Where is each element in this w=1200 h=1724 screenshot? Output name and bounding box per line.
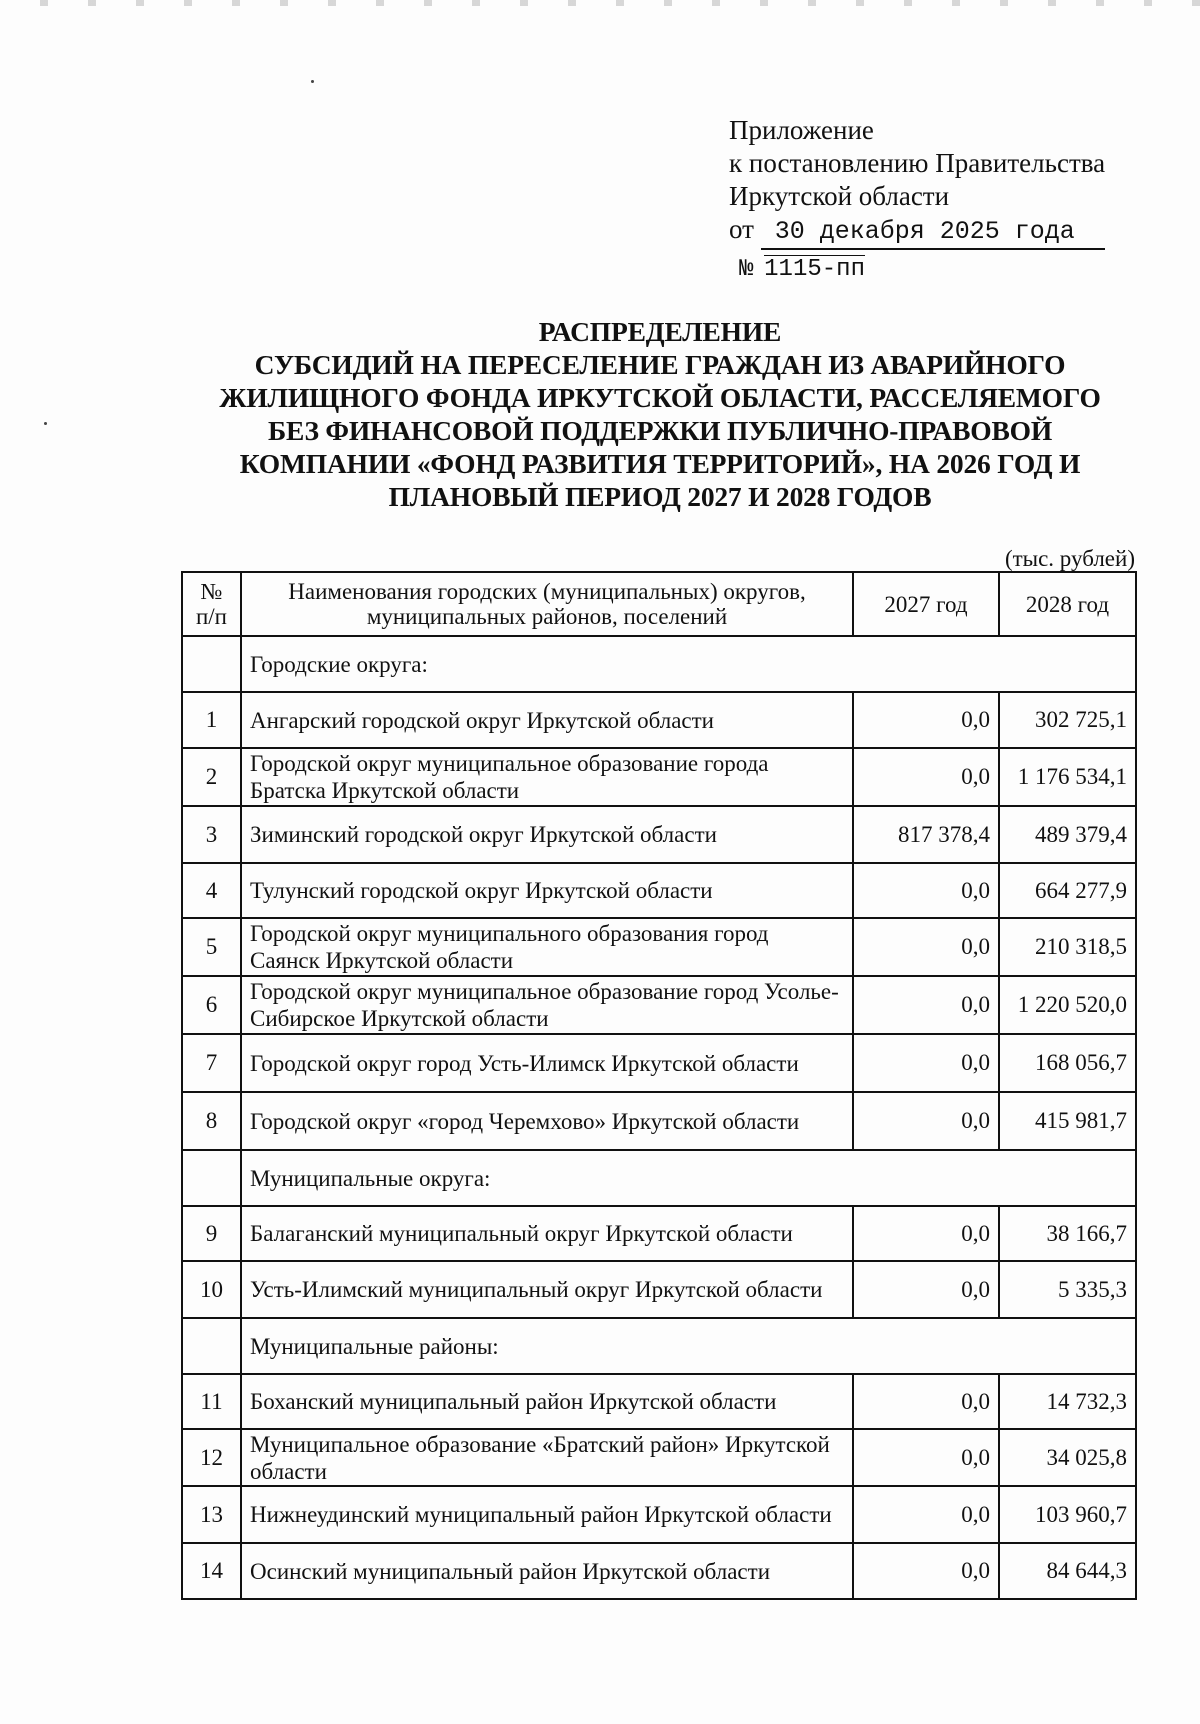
row-number: 12 bbox=[182, 1429, 241, 1486]
row-number: 9 bbox=[182, 1206, 241, 1261]
scan-speck bbox=[311, 80, 314, 83]
table-row bbox=[182, 1374, 1136, 1429]
row-name: Боханский муниципальный район Иркутской области bbox=[241, 1374, 853, 1429]
header-name-line2: муниципальных районов, поселений bbox=[366, 604, 728, 629]
header-2028: 2028 год bbox=[999, 572, 1136, 636]
table-row bbox=[182, 918, 1136, 976]
table-row bbox=[182, 1092, 1136, 1150]
row-value-2027: 817 378,4 bbox=[853, 806, 999, 863]
row-value-2027: 0,0 bbox=[853, 692, 999, 748]
appendix-title: Приложение bbox=[729, 115, 874, 145]
row-value-2028: 84 644,3 bbox=[999, 1543, 1136, 1599]
table-row bbox=[182, 1034, 1136, 1092]
group-label-mun-okrugs: Муниципальные округа: bbox=[241, 1150, 1136, 1206]
row-value-2027: 0,0 bbox=[853, 1206, 999, 1261]
table-row bbox=[182, 1261, 1136, 1318]
row-value-2027: 0,0 bbox=[853, 1092, 999, 1150]
row-name: Тулунский городской округ Иркутской области bbox=[241, 863, 853, 918]
row-name: Муниципальное образование «Братский район» Иркутской области bbox=[241, 1429, 853, 1486]
row-number: 8 bbox=[182, 1092, 241, 1150]
row-value-2027: 0,0 bbox=[853, 1261, 999, 1318]
row-name: Зиминский городской округ Иркутской области bbox=[241, 806, 853, 863]
table-row bbox=[182, 863, 1136, 918]
row-name: Городской округ муниципального образования город Саянск Иркутской области bbox=[241, 918, 853, 976]
header-num-line2: п/п bbox=[195, 604, 227, 629]
table-row bbox=[182, 1429, 1136, 1486]
scan-artifact-top bbox=[0, 0, 1200, 6]
appendix-number-line bbox=[729, 250, 1149, 286]
row-name: Городской округ муниципальное образование города Братска Иркутской области bbox=[241, 748, 853, 806]
row-value-2028: 1 220 520,0 bbox=[999, 976, 1136, 1034]
row-value-2027: 0,0 bbox=[853, 1374, 999, 1429]
row-value-2028: 38 166,7 bbox=[999, 1206, 1136, 1261]
title-line: РАСПРЕДЕЛЕНИЕ bbox=[538, 316, 782, 347]
group-row bbox=[182, 636, 1136, 692]
header-num bbox=[182, 572, 241, 636]
row-value-2028: 1 176 534,1 bbox=[999, 748, 1136, 806]
header-name bbox=[241, 572, 853, 636]
units-label: (тыс. рублей) bbox=[1004, 546, 1135, 571]
row-number: 4 bbox=[182, 863, 241, 918]
group-row bbox=[182, 1318, 1136, 1374]
row-value-2028: 103 960,7 bbox=[999, 1486, 1136, 1543]
row-name: Нижнеудинский муниципальный район Иркутской области bbox=[241, 1486, 853, 1543]
appendix-date-line bbox=[729, 213, 1149, 250]
row-value-2027: 0,0 bbox=[853, 976, 999, 1034]
row-number: 5 bbox=[182, 918, 241, 976]
table-row bbox=[182, 976, 1136, 1034]
row-value-2028: 168 056,7 bbox=[999, 1034, 1136, 1092]
number-value: 1115-пп bbox=[764, 256, 865, 283]
row-value-2028: 5 335,3 bbox=[999, 1261, 1136, 1318]
row-number: 7 bbox=[182, 1034, 241, 1092]
table-header-row bbox=[182, 572, 1136, 636]
row-name: Городской округ город Усть-Илимск Иркутской области bbox=[241, 1034, 853, 1092]
row-value-2027: 0,0 bbox=[853, 1543, 999, 1599]
row-value-2027: 0,0 bbox=[853, 748, 999, 806]
row-name: Балаганский муниципальный округ Иркутской области bbox=[241, 1206, 853, 1261]
table-row bbox=[182, 1486, 1136, 1543]
row-value-2028: 664 277,9 bbox=[999, 863, 1136, 918]
row-value-2027: 0,0 bbox=[853, 1034, 999, 1092]
date-prefix: от bbox=[729, 214, 754, 244]
row-number: 10 bbox=[182, 1261, 241, 1318]
group-label-city-okrugs: Городские округа: bbox=[241, 636, 1136, 692]
row-value-2028: 302 725,1 bbox=[999, 692, 1136, 748]
row-value-2028: 14 732,3 bbox=[999, 1374, 1136, 1429]
appendix-decree-ref: к постановлению Правительства bbox=[729, 148, 1106, 178]
scan-speck bbox=[44, 422, 47, 425]
table-row bbox=[182, 748, 1136, 806]
row-value-2027: 0,0 bbox=[853, 918, 999, 976]
row-value-2028: 210 318,5 bbox=[999, 918, 1136, 976]
appendix-region: Иркутской области bbox=[729, 181, 950, 211]
number-prefix: № bbox=[739, 256, 754, 283]
row-name: Усть-Илимский муниципальный округ Иркутской области bbox=[241, 1261, 853, 1318]
row-name: Городской округ «город Черемхово» Иркутской области bbox=[241, 1092, 853, 1150]
row-value-2028: 415 981,7 bbox=[999, 1092, 1136, 1150]
header-name-line1: Наименования городских (муниципальных) округов, bbox=[288, 579, 806, 604]
row-value-2028: 489 379,4 bbox=[999, 806, 1136, 863]
row-number: 6 bbox=[182, 976, 241, 1034]
document-title bbox=[160, 315, 1160, 513]
title-line: ПЛАНОВЫЙ ПЕРИОД 2027 И 2028 ГОДОВ bbox=[388, 481, 932, 512]
title-line: ЖИЛИЩНОГО ФОНДА ИРКУТСКОЙ ОБЛАСТИ, РАССЕЛЯЕМОГО bbox=[219, 382, 1101, 413]
row-number: 1 bbox=[182, 692, 241, 748]
row-number: 3 bbox=[182, 806, 241, 863]
row-value-2027: 0,0 bbox=[853, 1486, 999, 1543]
row-number: 2 bbox=[182, 748, 241, 806]
table-row bbox=[182, 1543, 1136, 1599]
title-line: КОМПАНИИ «ФОНД РАЗВИТИЯ ТЕРРИТОРИЙ», НА 2026 ГОД И bbox=[239, 448, 1081, 479]
table-row bbox=[182, 1206, 1136, 1261]
row-number: 11 bbox=[182, 1374, 241, 1429]
row-number: 14 bbox=[182, 1543, 241, 1599]
appendix-block bbox=[729, 114, 1149, 286]
row-name: Городской округ муниципальное образование город Усолье-Сибирское Иркутской области bbox=[241, 976, 853, 1034]
table-row bbox=[182, 692, 1136, 748]
group-label-mun-rayons: Муниципальные районы: bbox=[241, 1318, 1136, 1374]
header-2027: 2027 год bbox=[853, 572, 999, 636]
row-name: Ангарский городской округ Иркутской области bbox=[241, 692, 853, 748]
row-number: 13 bbox=[182, 1486, 241, 1543]
row-value-2027: 0,0 bbox=[853, 863, 999, 918]
row-value-2027: 0,0 bbox=[853, 1429, 999, 1486]
distribution-table bbox=[181, 571, 1137, 1600]
header-num-line1: № bbox=[200, 579, 223, 604]
row-name: Осинский муниципальный район Иркутской области bbox=[241, 1543, 853, 1599]
row-value-2028: 34 025,8 bbox=[999, 1429, 1136, 1486]
group-row bbox=[182, 1150, 1136, 1206]
title-line: СУБСИДИЙ НА ПЕРЕСЕЛЕНИЕ ГРАЖДАН ИЗ АВАРИЙНОГО bbox=[254, 349, 1066, 380]
title-line: БЕЗ ФИНАНСОВОЙ ПОДДЕРЖКИ ПУБЛИЧНО-ПРАВОВОЙ bbox=[267, 415, 1053, 446]
table-row bbox=[182, 806, 1136, 863]
date-value: 30 декабря 2025 года bbox=[761, 215, 1105, 250]
